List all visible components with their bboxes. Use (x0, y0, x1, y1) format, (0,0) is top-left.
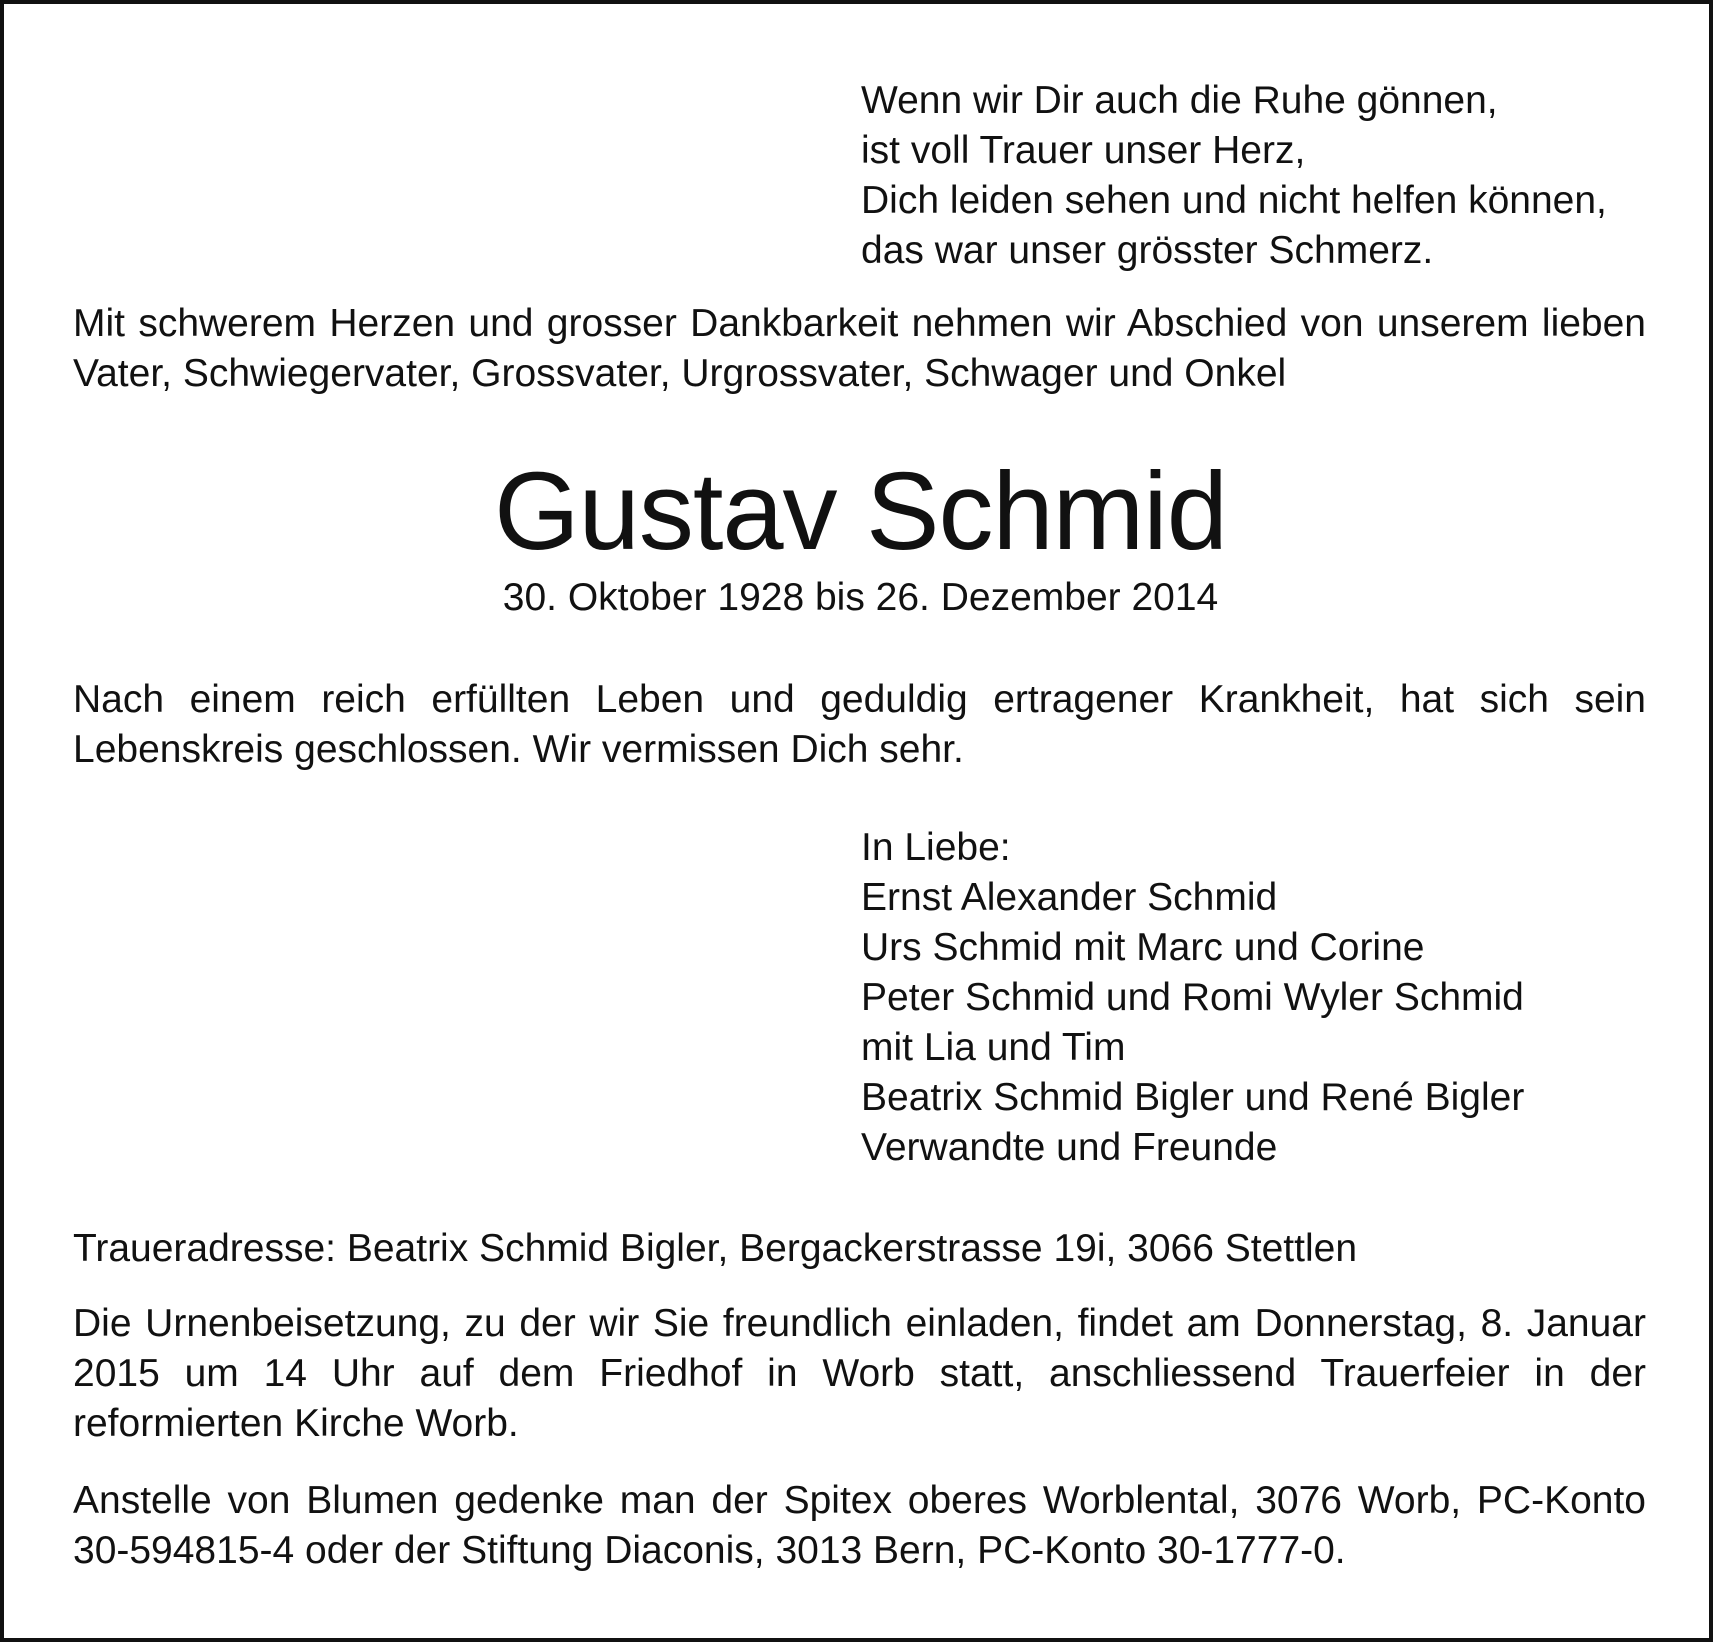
poem-line: ist voll Trauer unser Herz, (861, 129, 1306, 172)
donation-paragraph: Anstelle von Blumen gedenke man der Spitex oberes Worblental, 3076 Worb, PC-Konto 30-594815-4 oder der Stiftung Diaconis, 3013 Bern, PC-Konto 30-1777-0. (73, 1479, 1646, 1572)
family-line: Urs Schmid mit Marc und Corine (861, 926, 1425, 969)
intro-paragraph: Mit schwerem Herzen und grosser Dankbarkeit nehmen wir Abschied von unserem lieben Vater, Schwiegervater, Grossvater, Urgrossvater, Schwager und Onkel (73, 302, 1646, 395)
family-line: Peter Schmid und Romi Wyler Schmid (861, 976, 1524, 1019)
family-line: Beatrix Schmid Bigler und René Bigler (861, 1076, 1525, 1119)
life-dates: 30. Oktober 1928 bis 26. Dezember 2014 (502, 576, 1219, 619)
life-paragraph: Nach einem reich erfüllten Leben und geduldig ertragener Krankheit, hat sich sein Lebenskreis geschlossen. Wir vermissen Dich sehr. (73, 678, 1646, 771)
family-line: mit Lia und Tim (861, 1026, 1126, 1069)
service-paragraph: Die Urnenbeisetzung, zu der wir Sie freundlich einladen, findet am Donnerstag, 8. Januar 2015 um 14 Uhr auf dem Friedhof in Worb statt, anschliessend Trauerfeier in der reformierten Kirche Worb. (73, 1302, 1646, 1445)
poem-line: Dich leiden sehen und nicht helfen können, (861, 179, 1607, 222)
family-line: Ernst Alexander Schmid (861, 876, 1278, 919)
poem-line: Wenn wir Dir auch die Ruhe gönnen, (861, 79, 1498, 122)
family-line: In Liebe: (861, 826, 1011, 869)
poem-line: das war unser grösster Schmerz. (861, 229, 1434, 272)
poem (861, 76, 1691, 276)
family-line: Verwandte und Freunde (861, 1126, 1278, 1169)
mourning-address: Traueradresse: Beatrix Schmid Bigler, Bergackerstrasse 19i, 3066 Stettlen (73, 1227, 1358, 1270)
family-list (861, 823, 1691, 1173)
deceased-name: Gustav Schmid (494, 450, 1227, 573)
